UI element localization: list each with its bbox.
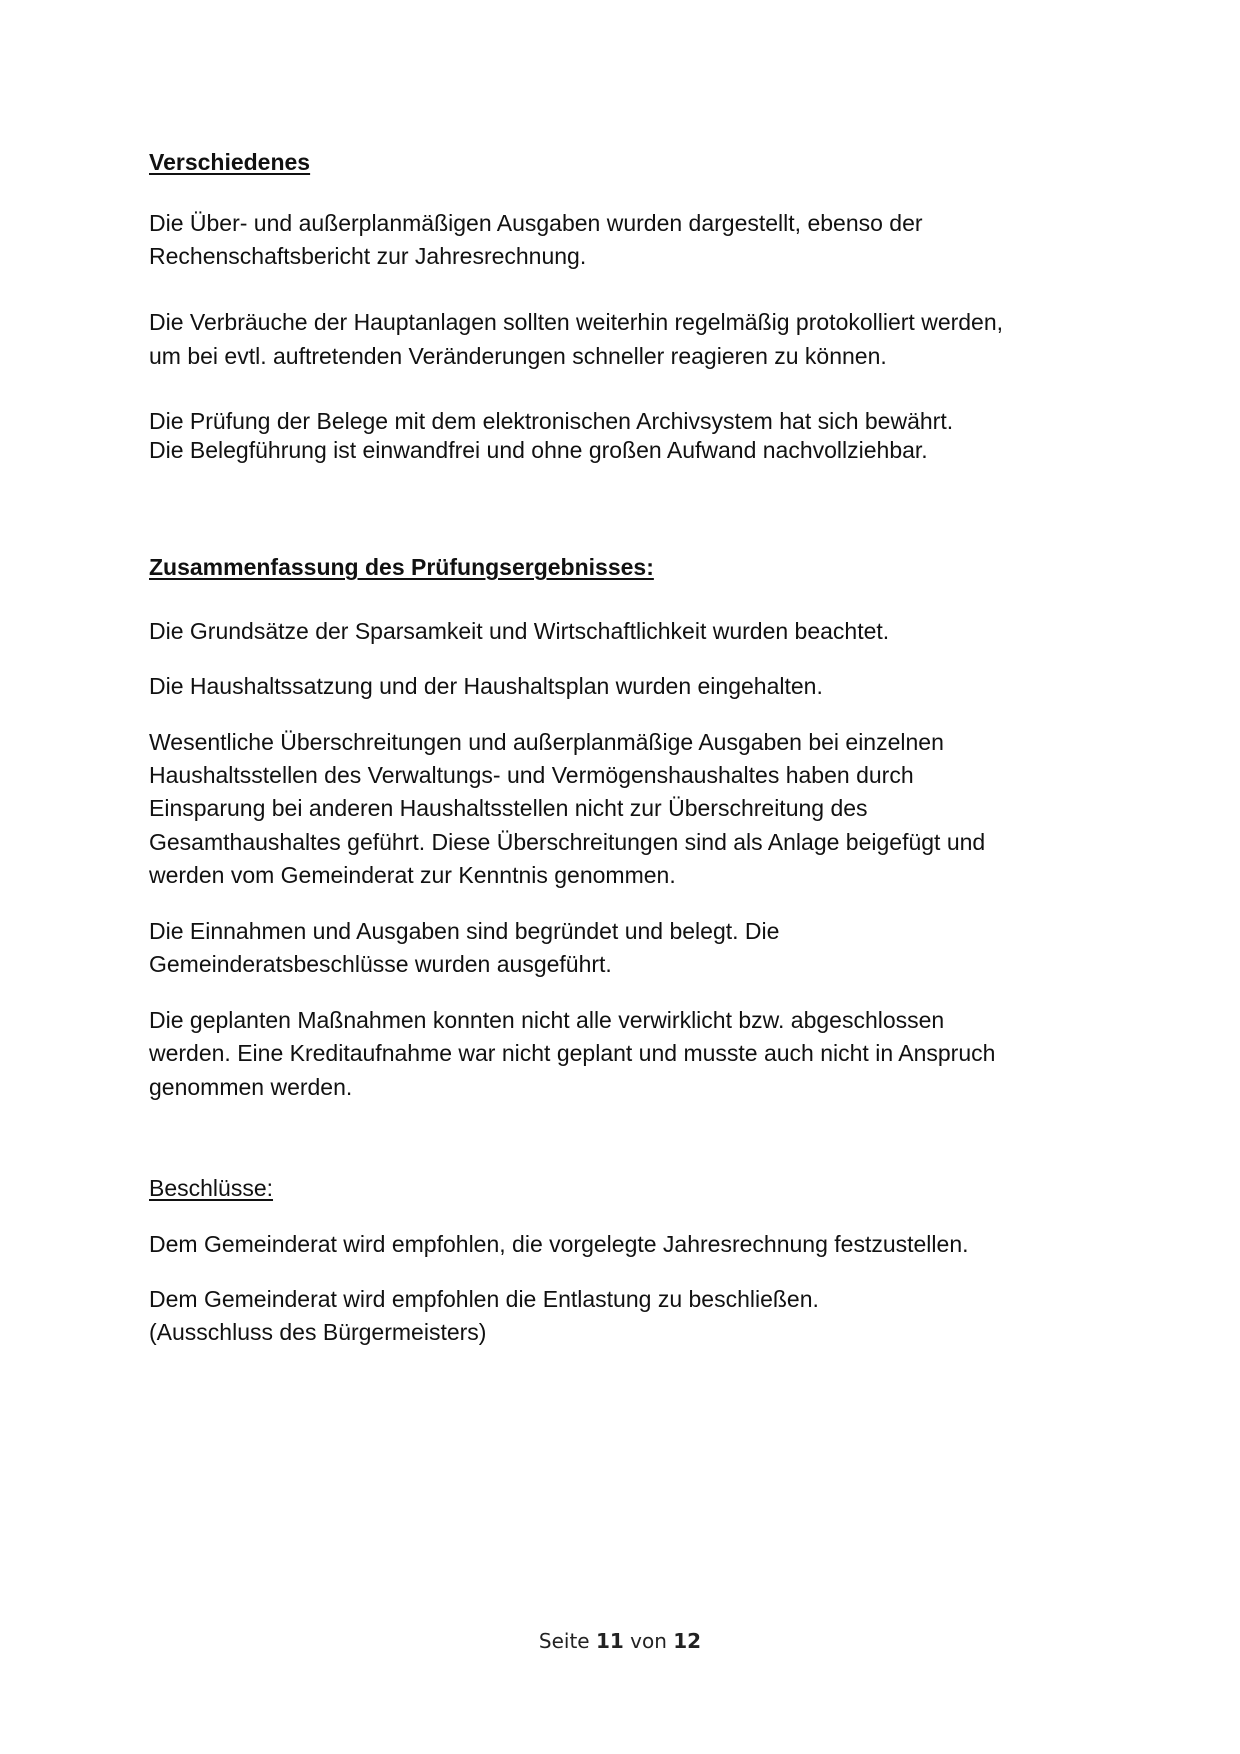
- footer-total-pages: 12: [673, 1629, 702, 1653]
- paragraph-line: Die Einnahmen und Ausgaben sind begründet und belegt. Die: [149, 918, 780, 944]
- paragraph-line: Die geplanten Maßnahmen konnten nicht alle verwirklicht bzw. abgeschlossen: [149, 1007, 945, 1033]
- paragraph-line: Die Prüfung der Belege mit dem elektronischen Archivsystem hat sich bewährt.: [149, 408, 954, 434]
- section-heading-verschiedenes: Verschiedenes: [149, 149, 311, 175]
- paragraph-line: Gemeinderatsbeschlüsse wurden ausgeführt.: [149, 951, 612, 977]
- section-heading-beschluesse: Beschlüsse:: [149, 1175, 274, 1201]
- section-heading-zusammenfassung: Zusammenfassung des Prüfungsergebnisses:: [149, 554, 654, 580]
- paragraph-line: Die Über- und außerplanmäßigen Ausgaben wurden dargestellt, ebenso der: [149, 210, 923, 236]
- page-footer: [0, 1628, 1240, 1654]
- footer-current-page: 11: [595, 1629, 624, 1653]
- paragraph-line: werden vom Gemeinderat zur Kenntnis genommen.: [149, 862, 676, 888]
- paragraph-line: Rechenschaftsbericht zur Jahresrechnung.: [149, 243, 587, 269]
- paragraph-line: (Ausschluss des Bürgermeisters): [149, 1319, 487, 1345]
- paragraph-line: genommen werden.: [149, 1074, 353, 1100]
- paragraph-line: werden. Eine Kreditaufnahme war nicht geplant und musste auch nicht in Anspruch: [149, 1040, 996, 1066]
- paragraph-line: Dem Gemeinderat wird empfohlen die Entlastung zu beschließen.: [149, 1286, 819, 1312]
- footer-separator: von: [630, 1629, 667, 1653]
- paragraph-line: Gesamthaushaltes geführt. Diese Überschreitungen sind als Anlage beigefügt und: [149, 829, 986, 855]
- paragraph-line: Einsparung bei anderen Haushaltsstellen nicht zur Überschreitung des: [149, 795, 868, 821]
- paragraph-line: um bei evtl. auftretenden Veränderungen schneller reagieren zu können.: [149, 343, 887, 369]
- paragraph-line: Haushaltsstellen des Verwaltungs- und Vermögenshaushaltes haben durch: [149, 762, 914, 788]
- paragraph-line: Die Grundsätze der Sparsamkeit und Wirtschaftlichkeit wurden beachtet.: [149, 618, 890, 644]
- footer-prefix: Seite: [538, 1629, 590, 1653]
- paragraph-line: Die Verbräuche der Hauptanlagen sollten weiterhin regelmäßig protokolliert werden,: [149, 309, 1004, 335]
- paragraph-line: Wesentliche Überschreitungen und außerplanmäßige Ausgaben bei einzelnen: [149, 729, 944, 755]
- paragraph-line: Die Haushaltssatzung und der Haushaltsplan wurden eingehalten.: [149, 673, 823, 699]
- paragraph-line: Dem Gemeinderat wird empfohlen, die vorgelegte Jahresrechnung festzustellen.: [149, 1231, 969, 1257]
- paragraph-line: Die Belegführung ist einwandfrei und ohne großen Aufwand nachvollziehbar.: [149, 437, 928, 463]
